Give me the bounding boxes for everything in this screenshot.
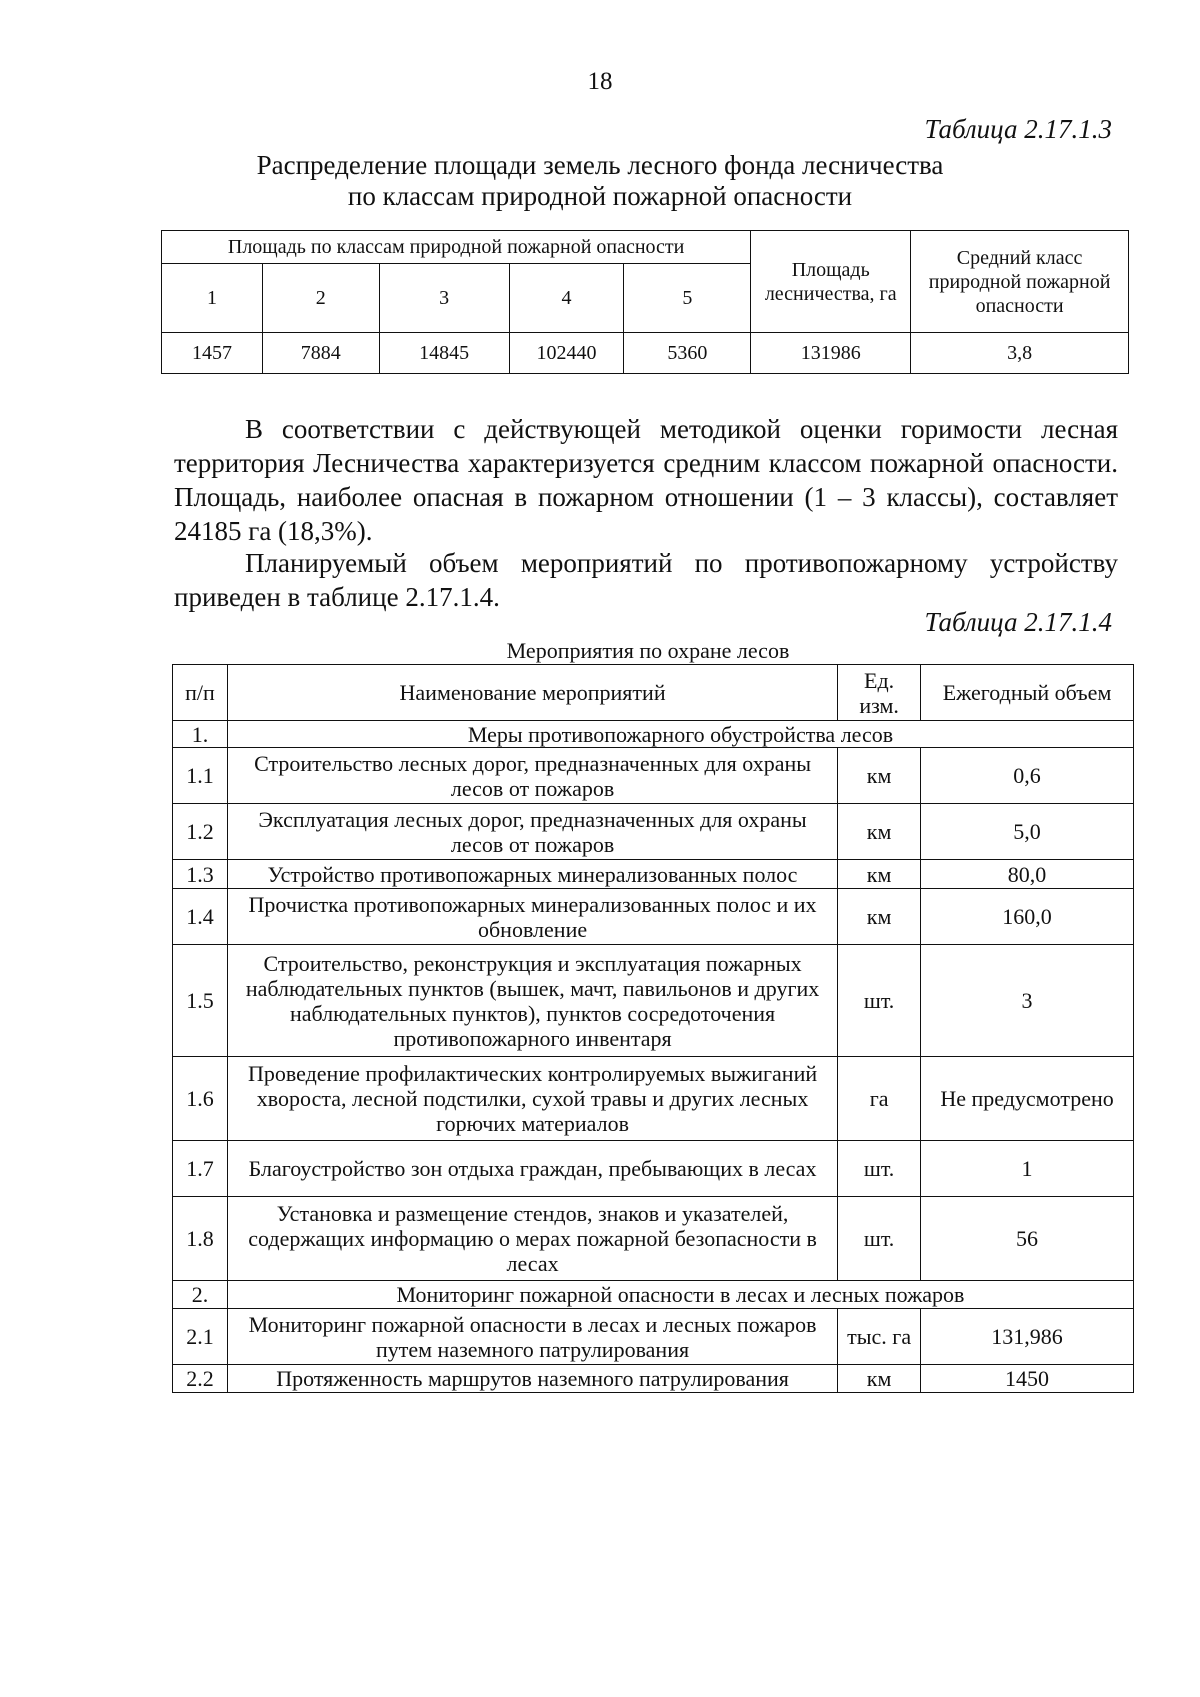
table2-caption: Таблица 2.17.1.4 [924, 607, 1112, 637]
row-num: 1.5 [173, 945, 228, 1057]
row-unit: га [838, 1057, 921, 1141]
row-unit: км [838, 748, 921, 804]
table-row [173, 889, 1134, 945]
row-unit: шт. [838, 1197, 921, 1281]
class-value: 102440 [509, 333, 624, 374]
class-value: 5360 [624, 333, 751, 374]
table-row [173, 1141, 1134, 1197]
class-value: 7884 [262, 333, 379, 374]
class-header: 4 [509, 264, 624, 333]
row-name: Прочистка противопожарных минерализованных полос и их обновление [227, 889, 837, 945]
class-header: 3 [379, 264, 509, 333]
row-name: Установка и размещение стендов, знаков и указателей, содержащих информацию о мерах пожарной безопасности в лесах [227, 1197, 837, 1281]
header-class-group: Площадь по классам природной пожарной опасности [162, 231, 751, 264]
row-volume: 160,0 [921, 889, 1134, 945]
row-unit: км [838, 860, 921, 889]
row-volume: 5,0 [921, 804, 1134, 860]
row-name: Протяженность маршрутов наземного патрулирования [227, 1365, 837, 1393]
table-row [173, 748, 1134, 804]
row-num: 1.2 [173, 804, 228, 860]
row-volume: 1450 [921, 1365, 1134, 1393]
row-volume: 0,6 [921, 748, 1134, 804]
section-title: Меры противопожарного обустройства лесов [227, 721, 1133, 748]
row-unit: шт. [838, 1141, 921, 1197]
table1-title [0, 150, 1200, 212]
row-name: Эксплуатация лесных дорог, предназначенных для охраны лесов от пожаров [227, 804, 837, 860]
section-title: Мониторинг пожарной опасности в лесах и лесных пожаров [227, 1281, 1133, 1309]
paragraph-2: Планируемый объем мероприятий по противопожарному устройству приведен в таблице 2.17.1.4. [174, 548, 1118, 612]
row-name: Благоустройство зон отдыха граждан, пребывающих в лесах [227, 1141, 837, 1197]
table1-title-line1: Распределение площади земель лесного фонда лесничества [256, 150, 944, 180]
row-volume: 80,0 [921, 860, 1134, 889]
row-name: Устройство противопожарных минерализованных полос [227, 860, 837, 889]
table1-caption: Таблица 2.17.1.3 [924, 114, 1112, 144]
table-row [173, 860, 1134, 889]
class-header: 2 [262, 264, 379, 333]
row-num: 2.2 [173, 1365, 228, 1393]
table-row [173, 1365, 1134, 1393]
section-num: 2. [173, 1281, 228, 1309]
row-name: Проведение профилактических контролируемых выжиганий хвороста, лесной подстилки, сухой травы и других лесных горючих материалов [227, 1057, 837, 1141]
table2-title: Мероприятия по охране лесов [506, 638, 790, 663]
table-row [173, 1197, 1134, 1281]
row-unit: тыс. га [838, 1309, 921, 1365]
row-num: 1.8 [173, 1197, 228, 1281]
row-unit: км [838, 804, 921, 860]
fire-measures-table [172, 664, 1134, 1393]
row-volume: 3 [921, 945, 1134, 1057]
row-name: Строительство, реконструкция и эксплуатация пожарных наблюдательных пунктов (вышек, мачт, павильонов и других наблюдательных пунктов), пунктов сосредоточения противопожарного инвентаря [227, 945, 837, 1057]
row-num: 1.1 [173, 748, 228, 804]
row-unit: км [838, 889, 921, 945]
fire-class-table [161, 230, 1129, 374]
area-value: 131986 [751, 333, 911, 374]
class-value: 1457 [162, 333, 263, 374]
header-volume: Ежегодный объем [921, 665, 1134, 721]
section-num: 1. [173, 721, 228, 748]
row-unit: км [838, 1365, 921, 1393]
table-row [173, 1309, 1134, 1365]
header-unit: Ед. изм. [838, 665, 921, 721]
row-volume: 131,986 [921, 1309, 1134, 1365]
row-volume: 56 [921, 1197, 1134, 1281]
header-area: Площадь лесничества, га [751, 231, 911, 333]
row-num: 1.7 [173, 1141, 228, 1197]
avg-class-value: 3,8 [911, 333, 1129, 374]
table1-title-line2: по классам природной пожарной опасности [347, 181, 853, 211]
page-number: 18 [587, 68, 613, 95]
table-row [173, 945, 1134, 1057]
paragraph-1: В соответствии с действующей методикой оценки горимости лесная территория Лесничества характеризуется средним классом пожарной опасности. Площадь, наиболее опасная в пожарном отношении (1 – 3 классы), составляет 24185 га (18,3%). [174, 414, 1118, 546]
row-num: 1.3 [173, 860, 228, 889]
row-num: 1.6 [173, 1057, 228, 1141]
row-num: 1.4 [173, 889, 228, 945]
class-header: 5 [624, 264, 751, 333]
header-num: п/п [173, 665, 228, 721]
row-num: 2.1 [173, 1309, 228, 1365]
row-volume: 1 [921, 1141, 1134, 1197]
row-name: Строительство лесных дорог, предназначенных для охраны лесов от пожаров [227, 748, 837, 804]
header-avg-class: Средний класс природной пожарной опасности [911, 231, 1129, 333]
row-name: Мониторинг пожарной опасности в лесах и лесных пожаров путем наземного патрулирования [227, 1309, 837, 1365]
class-value: 14845 [379, 333, 509, 374]
row-volume: Не предусмотрено [921, 1057, 1134, 1141]
class-header: 1 [162, 264, 263, 333]
table-row [173, 1057, 1134, 1141]
row-unit: шт. [838, 945, 921, 1057]
header-name: Наименование мероприятий [227, 665, 837, 721]
table-row [173, 804, 1134, 860]
